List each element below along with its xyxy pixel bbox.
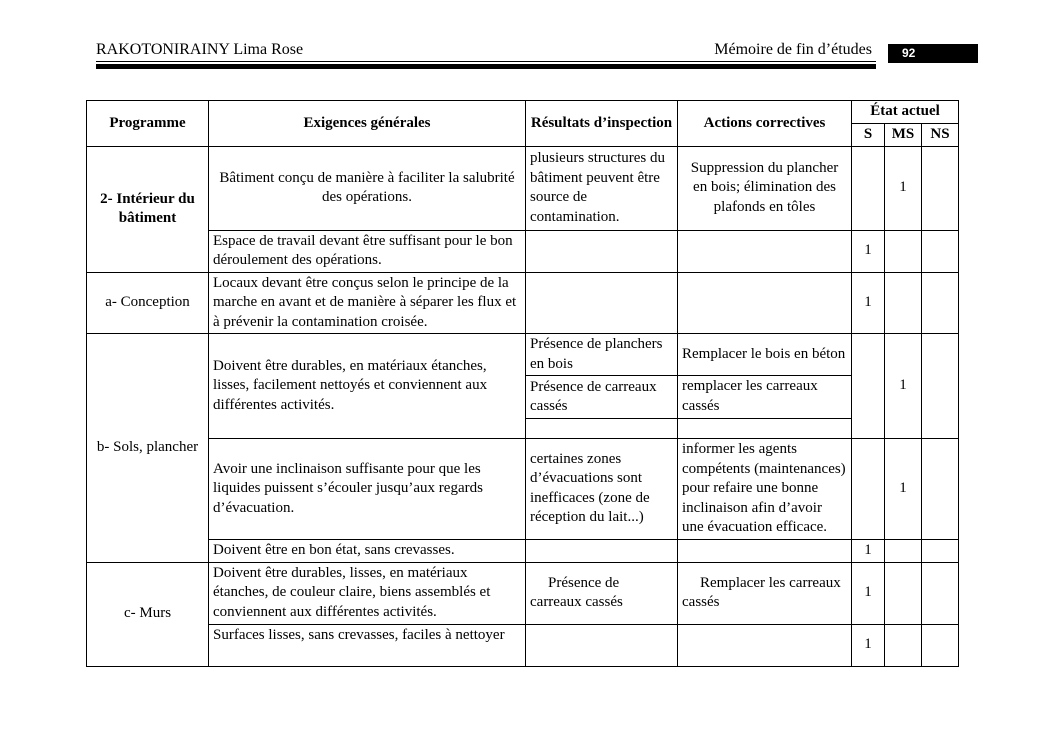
cell-ms <box>885 624 922 666</box>
cell-ns <box>922 230 959 272</box>
cell-resultat: plusieurs structures du bâtiment peuvent être source de contamination. <box>526 146 678 230</box>
cell-ns <box>922 439 959 540</box>
cell-ns <box>922 539 959 562</box>
header-doc-title: Mémoire de fin d’études <box>714 41 872 58</box>
cell-ms <box>885 539 922 562</box>
table-row-sols-3 <box>87 539 959 562</box>
col-header-etat-actuel: État actuel <box>852 101 959 124</box>
col-header-programme: Programme <box>87 101 209 147</box>
cell-action: remplacer les carreaux cassés <box>678 376 852 419</box>
cell-s: 1 <box>852 539 885 562</box>
cell-exigence: Bâtiment conçu de manière à faciliter la salubrité des opérations. <box>209 146 526 230</box>
cell-resultat: Présence de planchers en bois <box>526 334 678 376</box>
table-body <box>87 146 959 666</box>
cell-s: 1 <box>852 272 885 334</box>
table-header <box>87 101 959 147</box>
cell-ms: 1 <box>885 334 922 439</box>
cell-exigence: Doivent être durables, lisses, en matériaux étanches, de couleur claire, biens assemblés et conviennent aux différentes activités. <box>209 562 526 624</box>
table-row-murs-2 <box>87 624 959 666</box>
cell-ms: 1 <box>885 439 922 540</box>
table-row-sols-1a <box>87 334 959 376</box>
cell-ms <box>885 272 922 334</box>
cell-s: 1 <box>852 562 885 624</box>
table-row-batiment-2 <box>87 230 959 272</box>
cell-exigence: Locaux devant être conçus selon le principe de la marche en avant et de manière à séparer les flux et à prévenir la contamination croisée. <box>209 272 526 334</box>
cell-resultat <box>526 624 678 666</box>
cell-action: Remplacer le bois en béton <box>678 334 852 376</box>
page-number-badge: 92 <box>888 44 978 63</box>
cell-ns <box>922 562 959 624</box>
cell-exigence: Avoir une inclinaison suffisante pour que les liquides puissent s’écouler jusqu’aux regards d’évacuation. <box>209 439 526 540</box>
col-header-resultats: Résultats d’inspection <box>526 101 678 147</box>
cell-ms: 1 <box>885 146 922 230</box>
cell-ns <box>922 272 959 334</box>
cell-ns <box>922 334 959 439</box>
col-header-ns: NS <box>922 124 959 147</box>
cell-ms <box>885 230 922 272</box>
cell-exigence: Doivent être en bon état, sans crevasses. <box>209 539 526 562</box>
col-header-s: S <box>852 124 885 147</box>
cell-ns <box>922 624 959 666</box>
cell-s <box>852 146 885 230</box>
cell-exigence: Espace de travail devant être suffisant pour le bon déroulement des opérations. <box>209 230 526 272</box>
cell-s <box>852 334 885 439</box>
inspection-table <box>86 100 959 667</box>
cell-action <box>678 230 852 272</box>
cell-programme-murs: c- Murs <box>87 562 209 666</box>
header-rule-thin <box>96 61 876 62</box>
cell-programme-interieur-batiment: 2- Intérieur du bâtiment <box>87 146 209 272</box>
cell-resultat <box>526 230 678 272</box>
header-author: RAKOTONIRAINY Lima Rose <box>96 41 304 58</box>
col-header-ms: MS <box>885 124 922 147</box>
cell-action: informer les agents compétents (maintenances) pour refaire une bonne inclinaison afin d’avoir une évacuation efficace. <box>678 439 852 540</box>
cell-action: Remplacer les carreaux cassés <box>678 562 852 624</box>
cell-resultat: Présence de carreaux cassés <box>526 562 678 624</box>
table-row-murs-1 <box>87 562 959 624</box>
cell-s <box>852 439 885 540</box>
cell-resultat <box>526 272 678 334</box>
cell-resultat: Présence de carreaux cassés <box>526 376 678 419</box>
cell-action <box>678 539 852 562</box>
cell-resultat <box>526 419 678 439</box>
table-row-conception <box>87 272 959 334</box>
cell-s: 1 <box>852 624 885 666</box>
col-header-actions: Actions correctives <box>678 101 852 147</box>
cell-exigence: Doivent être durables, en matériaux étanches, lisses, facilement nettoyés et conviennent aux différentes activités. <box>209 334 526 439</box>
cell-action <box>678 272 852 334</box>
col-header-exigences: Exigences générales <box>209 101 526 147</box>
table-row-batiment-1 <box>87 146 959 230</box>
cell-exigence: Surfaces lisses, sans crevasses, faciles à nettoyer <box>209 624 526 666</box>
header-row-1 <box>87 101 959 124</box>
cell-programme-conception: a- Conception <box>87 272 209 334</box>
cell-ms <box>885 562 922 624</box>
cell-action: Suppression du plancher en bois; élimination des plafonds en tôles <box>678 146 852 230</box>
cell-s: 1 <box>852 230 885 272</box>
table-row-sols-2 <box>87 439 959 540</box>
cell-action <box>678 419 852 439</box>
cell-resultat <box>526 539 678 562</box>
cell-resultat: certaines zones d’évacuations sont inefficaces (zone de réception du lait...) <box>526 439 678 540</box>
cell-ns <box>922 146 959 230</box>
cell-action <box>678 624 852 666</box>
cell-programme-sols-plancher: b- Sols, plancher <box>87 334 209 563</box>
header-rule-thick <box>96 64 876 69</box>
